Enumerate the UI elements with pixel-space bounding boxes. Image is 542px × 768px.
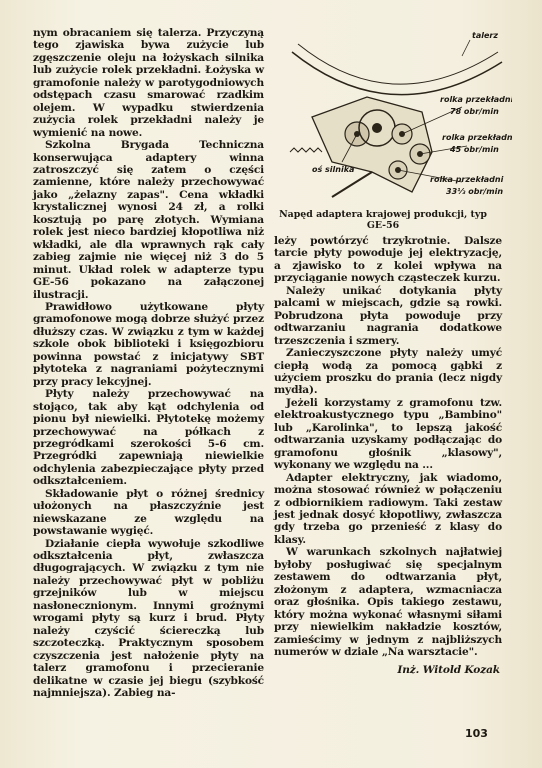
paragraph: Działanie ciepła wywołuje szkodliwe odkształcenia płyt, zwłaszcza długogrających. W związku z tym nie należy przechowywać płyt w pobliżu grzejników lub w miejscu nasłonecznionym. Innymi groźnymi wrogami płyty są kurz i brud. Płyty należy czyścić ściereczką lub szczoteczką. Praktycznym sposobem czyszczenia jest nałożenie płyty na talerz gramofonu i przecieranie delikatne w czasie jej biegu (szybkość najmniejsza). Zabieg na- (33, 537, 264, 700)
label-platter: talerz (472, 31, 498, 40)
paragraph: Adapter elektryczny, jak wiadomo, można stosować również w połączeniu z odbiornikiem radiowym. Taki zestaw jest jednak dosyć kłopotliwy, zwłaszcza gdy trzeba go przenieść z klasy do klasy. (274, 471, 502, 546)
label-motor-shaft: oś silnika (312, 165, 355, 174)
label-roller-2: rolka przekładni (442, 133, 512, 142)
paragraph: Należy unikać dotykania płyty palcami w miejscach, gdzie są rowki. Pobrudzona płyta powoduje przy odtwarzaniu nagrania dodatkowe trzeszczenia i szmery. (274, 284, 502, 347)
paragraph: Płyty należy przechowywać na stojąco, tak aby kąt odchylenia od pionu był niewielki. Płytotekę możemy przechowywać na półkach z przegródkami szerokości 5-6 cm. Przegródki zapewniają niewielkie odchylenia zabezpieczające płyty przed odkształceniem. (33, 388, 264, 488)
paragraph: nym obracaniem się talerza. Przyczyną tego zjawiska bywa zużycie lub zgęszczenie oleju na łożyskach silnika lub zużycie rolek przekładni. Łożyska w gramofonie należy w parotygodniowych odstępach czasu smarować rzadkim olejem. W wypadku stwierdzenia zużycia rolek przekładni należy je wymienić na nowe. (33, 27, 264, 139)
paragraph: leży powtórzyć trzykrotnie. Dalsze tarcie płyty powoduje jej elektryzację, a zjawisko to z kolei wpływa na przyciąganie nowych cząsteczek kurzu. (274, 235, 502, 285)
right-column (274, 235, 502, 677)
label-roller-3: rolka przekładni (430, 175, 504, 184)
paragraph: Zanieczyszczone płyty należy umyć ciepłą wodą za pomocą gąbki z użyciem proszku do prania (lecz nigdy mydła). (274, 347, 502, 397)
label-speed-33: 33⅓ obr/min (446, 187, 504, 196)
author-signature: Inż. Witold Kozak (397, 664, 500, 677)
paragraph: Szkolna Brygada Techniczna konserwująca adaptery winna zatroszczyć się zatem o części zamienne, które należy przechowywać jako „żelazny zapas". Cena wkładki krystalicznej wynosi 24 zł, a rolki kosztują po parę złotych. Wymiana rolek jest nieco bardziej kłopotliwa niż wkładki, ale dla wprawnych rąk cały zabieg zajmie nie więcej niż 3 do 5 minut. Układ rolek w adapterze typu GE-56 pokazano na załączonej ilustracji. (33, 139, 264, 301)
drive-diagram (272, 22, 512, 222)
gramophone-drive-illustration (272, 22, 512, 222)
label-speed-45: 45 obr/min (450, 145, 499, 154)
paragraph: Prawidłowo użytkowane płyty gramofonowe mogą dobrze służyć przez dłuższy czas. W związku z tym w każdej szkole obok biblioteki i księgozbioru powinna powstać z inicjatywy SBT płytoteka z nagraniami pożytecznymi przy pracy lekcyjnej. (33, 300, 264, 388)
left-column (33, 27, 264, 699)
figure-caption: Napęd adaptera krajowej produkcji, typ GE-56 (279, 209, 487, 231)
paragraph: Składowanie płyt o różnej średnicy ułożonych na płaszczyźnie jest niewskazane ze względu na powstawanie wygięć. (33, 487, 264, 538)
page-number: 103 (465, 727, 488, 740)
label-speed-78: 78 obr/min (450, 107, 499, 116)
label-roller-1: rolka przekładni (440, 95, 512, 104)
paragraph: W warunkach szkolnych najłatwiej byłoby posługiwać się specjalnym zestawem do odtwarzania płyt, złożonym z adaptera, wzmacniacza oraz głośnika. Opis takiego zestawu, który można wykonać własnymi siłami przy niewielkim nakładzie kosztów, zamieścimy w jednym z najbliższych numerów w dziale „Na warsztacie". (274, 546, 502, 658)
paragraph: Jeżeli korzystamy z gramofonu tzw. elektroakustycznego typu „Bambino" lub „Karolinka", to lepszą jakość odtwarzania uzyskamy podłączając do gramofonu głośnik „klasowy", wykonany we względu na ... (274, 396, 502, 472)
